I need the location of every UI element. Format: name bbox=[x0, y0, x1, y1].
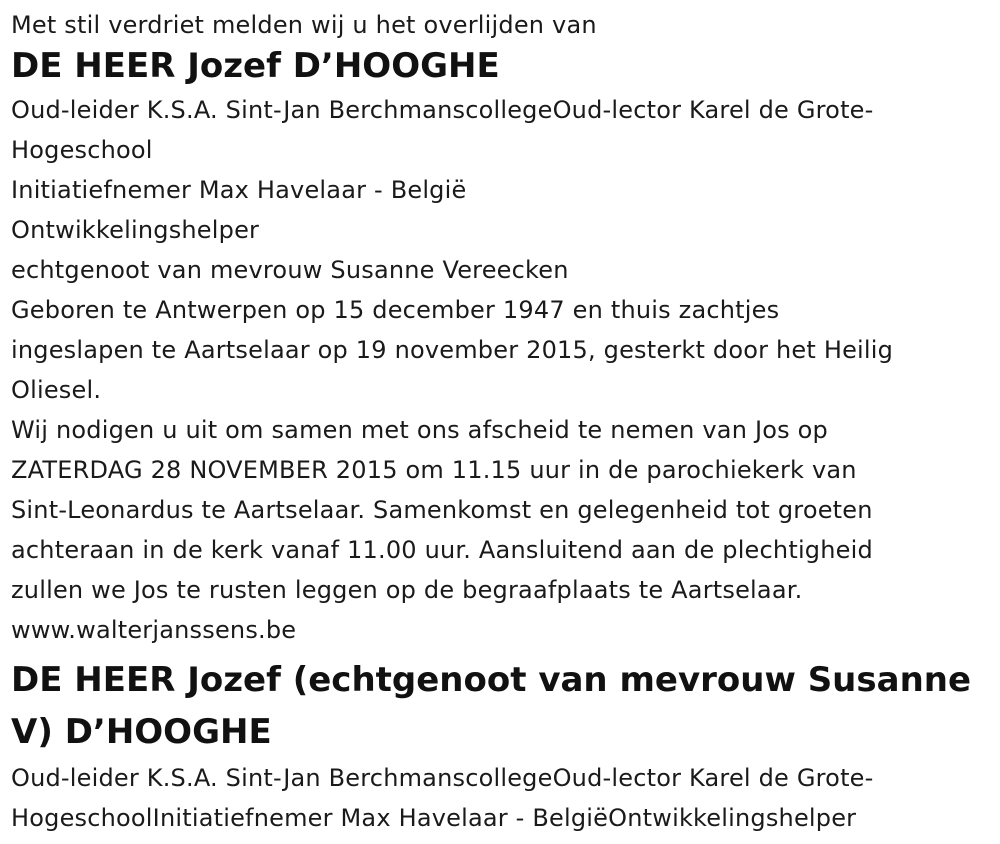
body-line-spouse: echtgenoot van mevrouw Susanne Vereecken bbox=[11, 256, 569, 284]
intro-text: Met stil verdriet melden wij u het overlijden van bbox=[11, 11, 597, 39]
secondary-name-heading bbox=[11, 654, 991, 758]
body-line-sacrament: Oliesel. bbox=[11, 376, 102, 404]
body-line-invitation-4: achteraan in de kerk vanaf 11.00 uur. Aansluitend aan de plechtigheid bbox=[11, 536, 873, 564]
secondary-body-line-2: HogeschoolInitiatiefnemer Max Havelaar - BelgiëOntwikkelingshelper bbox=[11, 804, 857, 832]
body-line-burial: zullen we Jos te rusten leggen op de begraafplaats te Aartselaar. bbox=[11, 576, 803, 604]
body-line-birth: Geboren te Antwerpen op 15 december 1947 en thuis zachtjes bbox=[11, 296, 780, 324]
body-line-initiative: Initiatiefnemer Max Havelaar - België bbox=[11, 176, 467, 204]
body-line-invitation-2: ZATERDAG 28 NOVEMBER 2015 om 11.15 uur in de parochiekerk van bbox=[11, 456, 857, 484]
secondary-body-line-1: Oud-leider K.S.A. Sint-Jan BerchmanscollegeOud-lector Karel de Grote- bbox=[11, 764, 874, 792]
body-line-death: ingeslapen te Aartselaar op 19 november 2015, gesterkt door het Heilig bbox=[11, 336, 894, 364]
obituary-body bbox=[11, 90, 991, 650]
body-line-role-2: Hogeschool bbox=[11, 136, 153, 164]
body-line-role-1: Oud-leider K.S.A. Sint-Jan BerchmanscollegeOud-lector Karel de Grote- bbox=[11, 96, 874, 124]
body-line-occupation: Ontwikkelingshelper bbox=[11, 216, 260, 244]
secondary-heading-line-1: DE HEER Jozef (echtgenoot van mevrouw Susanne bbox=[11, 660, 972, 700]
deceased-name-heading: DE HEER Jozef D’HOOGHE bbox=[11, 46, 500, 86]
funeral-home-website: www.walterjanssens.be bbox=[11, 616, 297, 644]
body-line-invitation-1: Wij nodigen u uit om samen met ons afscheid te nemen van Jos op bbox=[11, 416, 828, 444]
obituary-document bbox=[11, 8, 991, 838]
secondary-heading-line-2: V) D’HOOGHE bbox=[11, 712, 272, 752]
secondary-body bbox=[11, 758, 991, 838]
body-line-invitation-3: Sint-Leonardus te Aartselaar. Samenkomst en gelegenheid tot groeten bbox=[11, 496, 873, 524]
